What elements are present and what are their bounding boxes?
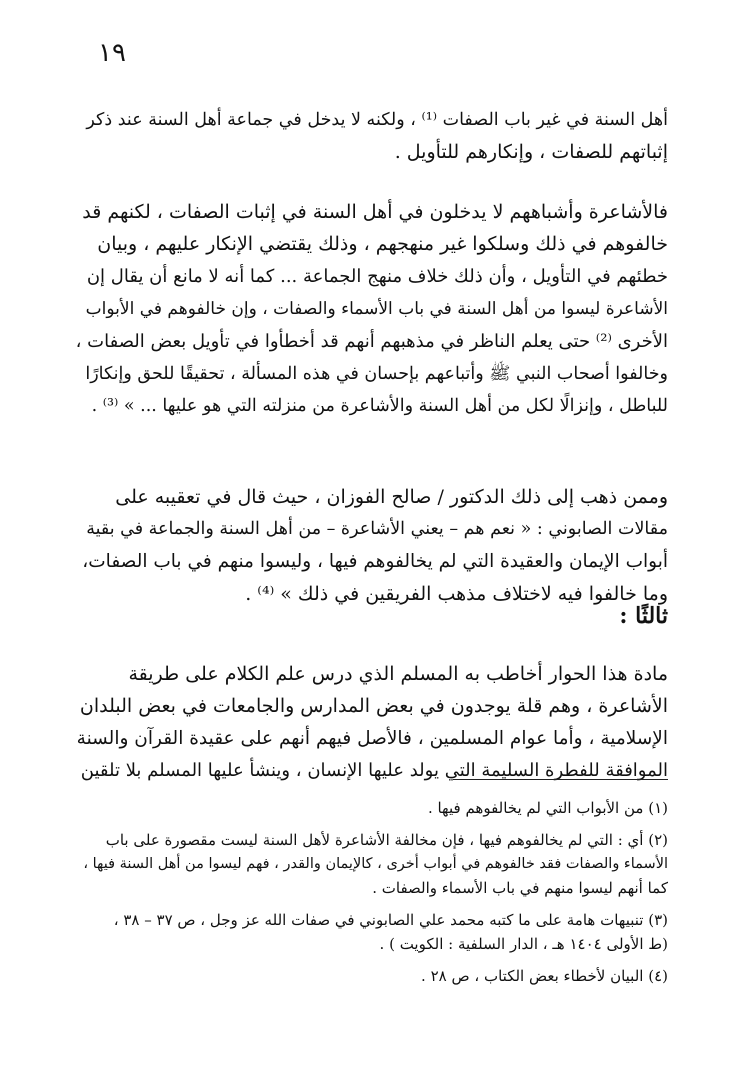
text-line: أهل السنة في غير باب الصفات ⁽¹⁾ ، ولكنه لا يدخل في جماعة أهل السنة عند ذكر: [86, 110, 668, 130]
text-line: الأشاعرة ، وهم قلة يوجدون في بعض المدارس والجامعات في بعض البلدان: [79, 695, 668, 718]
footnote-line: الأسماء والصفات فقد خالفوهم في أبواب أخرى ، كالإيمان والقدر ، فهم ليسوا من أهل السنة فيها ،: [83, 856, 668, 872]
footnote-4: [76, 964, 668, 988]
text-line: وخالفوا أصحاب النبي ﷺ وأتباعهم بإحسان في هذه المسألة ، تحقيقًا للحق وإنكارًا: [85, 364, 668, 385]
paragraph-1: [76, 104, 668, 169]
text-line: الأشاعرة ليسوا من أهل السنة في باب الأسماء والصفات ، وإن خالفوهم في الأبواب: [85, 299, 668, 320]
text-line: للباطل ، وإنزالًا لكل من أهل السنة والأشاعرة من منزلته التي هو عليها ... » ⁽³⁾ .: [91, 396, 668, 417]
footnote-line: (٤) البيان لأخطاء بعض الكتاب ، ص ٢٨ .: [421, 967, 668, 985]
text-line: أبواب الإيمان والعقيدة التي لم يخالفوهم فيها ، وليسوا منهم في باب الصفات،: [82, 550, 668, 572]
paragraph-4: [76, 658, 668, 788]
paragraph-3: [76, 481, 668, 611]
text-line: وممن ذهب إلى ذلك الدكتور / صالح الفوزان ، حيث قال في تعقيبه على: [115, 486, 668, 508]
text-line: فالأشاعرة وأشباههم لا يدخلون في أهل السنة في إثبات الصفات ، لكنهم قد: [82, 201, 668, 223]
footnotes: [76, 796, 668, 996]
footnote-2: [76, 828, 668, 900]
footnote-line: (ط الأولى ١٤٠٤ هـ ، الدار السلفية : الكويت ) .: [379, 935, 668, 953]
text-line: مادة هذا الحوار أخاطب به المسلم الذي درس علم الكلام على طريقة: [128, 663, 668, 685]
paragraph-2: [76, 196, 668, 423]
footnote-line: (٢) أي : التي لم يخالفوهم فيها ، فإن مخالفة الأشاعرة لأهل السنة ليست مقصورة على باب: [105, 831, 668, 849]
section-heading: ثالثًا :: [619, 603, 668, 629]
footnote-line: (١) من الأبواب التي لم يخالفوهم فيها .: [427, 799, 668, 817]
footnote-divider: [453, 779, 668, 780]
page-number: ١٩: [98, 38, 126, 68]
footnote-line: (٣) تنبيهات هامة على ما كتبه محمد علي الصابوني في صفات الله عز وجل ، ص ٣٧ – ٣٨ ،: [113, 911, 668, 929]
text-line: خطئهم في التأويل ، وأن ذلك خلاف منهج الجماعة ... كما أنه لا مانع أن يقال إن: [86, 265, 668, 287]
text-line: الموافقة للفطرة السليمة التي يولد عليها الإنسان ، وينشأ عليها المسلم بلا تلقين: [80, 760, 668, 782]
text-line: وما خالفوا فيه لاختلاف مذهب الفريقين في ذلك » ⁽⁴⁾ .: [245, 583, 668, 606]
text-line: الإسلامية ، وأما عوام المسلمين ، فالأصل فيهم أنهم على عقيدة القرآن والسنة: [76, 727, 668, 749]
text-line: مقالات الصابوني : « نعم هم – يعني الأشاعرة – من أهل السنة والجماعة في بقية: [86, 519, 668, 540]
footnote-line: كما أنهم ليسوا منهم في باب الأسماء والصفات .: [372, 879, 668, 897]
text-line: خالفوهم في ذلك وسلكوا غير منهجهم ، وذلك يقتضي الإنكار عليهم ، وبيان: [97, 233, 668, 256]
footnote-3: [76, 908, 668, 956]
text-line: إثباتهم للصفات ، وإنكارهم للتأويل .: [394, 141, 668, 164]
text-line: الأخرى ⁽²⁾ حتى يعلم الناظر في مذهبهم أنهم قد أخطأوا في تأويل بعض الصفات ،: [75, 330, 668, 352]
footnote-1: [76, 796, 668, 820]
